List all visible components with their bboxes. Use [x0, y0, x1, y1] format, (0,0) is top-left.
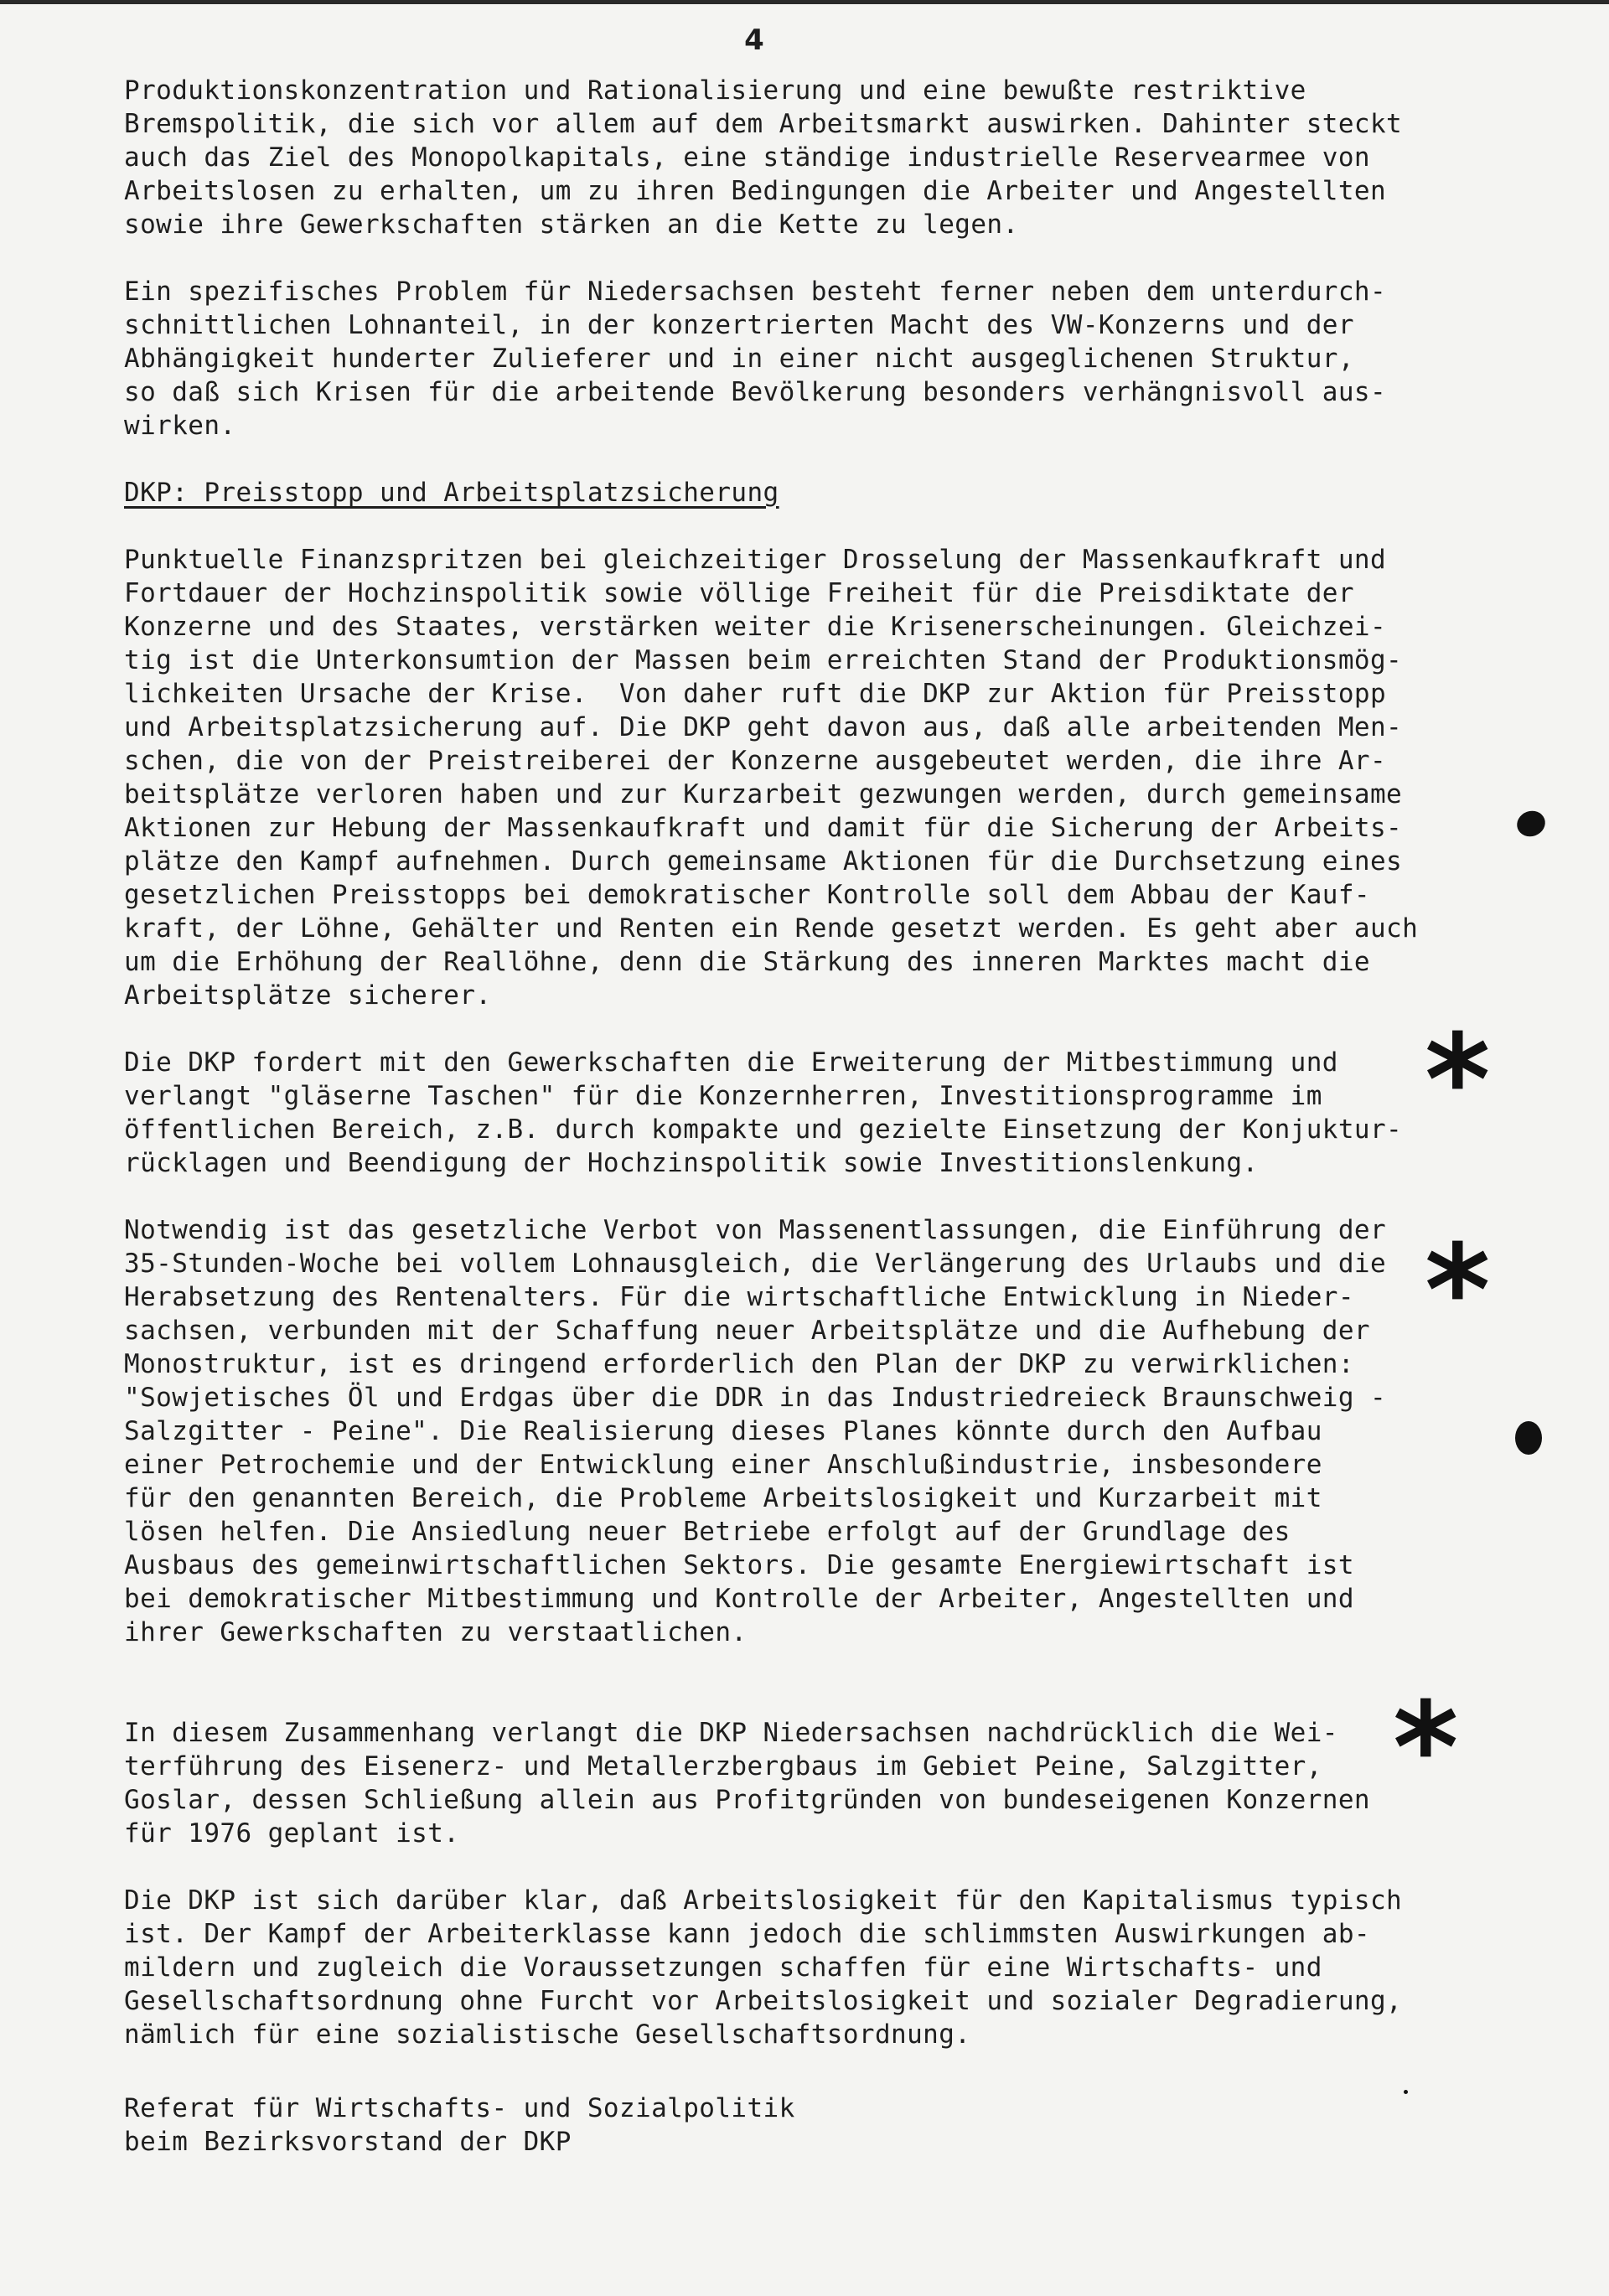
ink-blot-mark: [1513, 807, 1549, 840]
paragraph-arbeitslosigkeit: Die DKP ist sich darüber klar, daß Arbeitslosigkeit für den Kapitalismus typisch ist. Der Kampf der Arbeiterklasse kann jedoch die schlimmsten Auswirkungen ab- mildern und zugleich die Voraussetzungen schaffen für eine Wirtschafts- und Gesellschaftsordnung ohne Furcht vor Arbeitslosigkeit und sozialer Degradierung, nämlich für eine sozialistische Gesellschaftsordnung.: [124, 1885, 1403, 2050]
margin-asterisk-mark: *: [1425, 1218, 1491, 1364]
margin-asterisk-mark: *: [1393, 1676, 1459, 1822]
paragraph-massenentlassungen: Notwendig ist das gesetzliche Verbot von Massenentlassungen, die Einführung der 35-Stunden-Woche bei vollem Lohnausgleich, die Verlängerung des Urlaubs und die Herabsetzung des Rentenalters. Für die wirtschaftliche Entwicklung in Nieder- sachsen, verbunden mit der Schaffung neuer Arbeitsplätze und die Aufhebung der Monostruktur, ist es dringend erforderlich den Plan der DKP zu verwirklichen: "Sowjetisches Öl und Erdgas über die DDR in das Industriedreieck Braunschweig - Salzgitter - Peine". Die Realisierung dieses Planes könnte durch den Aufbau einer Petrochemie und der Entwicklung einer Anschlußindustrie, insbesondere für den genannten Bereich, die Probleme Arbeitslosigkeit und Kurzarbeit mit lösen helfen. Die Ansiedlung neuer Betriebe erfolgt auf der Grundlage des Ausbaus des gemeinwirtschaftlichen Sektors. Die gesamte Energiewirtschaft ist bei demokratischer Mitbestimmung und Kontrolle der Arbeiter, Angestellten und ihrer Gewerkschaften zu verstaatlichen.: [124, 1215, 1387, 1647]
top-border-line: [0, 0, 1609, 4]
page-number: 4: [744, 23, 764, 57]
paragraph-preisstopp: Punktuelle Finanzspritzen bei gleichzeitiger Drosselung der Massenkaufkraft und Fortdauer der Hochzinspolitik sowie völlige Freiheit für die Preisdiktate der Konzerne und des Staates, verstärken weiter die Krisenerscheinungen. Gleichzei- tig ist die Unterkonsumtion der Massen beim erreichten Stand der Produktionsmög- lichkeiten Ursache der Krise. Von daher ruft die DKP zur Aktion für Preisstopp und Arbeitsplatzsicherung auf. Die DKP geht davon aus, daß alle arbeitenden Men- schen, die von der Preistreiberei der Konzerne ausgebeutet werden, die ihre Ar- beitsplätze verloren haben und zur Kurzarbeit gezwungen werden, durch gemeinsame Aktionen zur Hebung der Massenkaufkraft und damit für die Sicherung der Arbeits- plätze den Kampf aufnehmen. Durch gemeinsame Aktionen für die Durchsetzung eines gesetzlichen Preisstopps bei demokratischer Kontrolle soll dem Abbau der Kauf- kraft, der Löhne, Gehälter und Renten ein Rende gesetzt werden. Es geht aber auch um die Erhöhung der Reallöhne, denn die Stärkung des inneren Marktes macht die Arbeitsplätze sicherer.: [124, 545, 1419, 1011]
ink-blot-mark: [1515, 1421, 1542, 1455]
ink-dot-mark: [1404, 2090, 1408, 2094]
paragraph-rationalisierung: Produktionskonzentration und Rationalisierung und eine bewußte restriktive Bremspolitik, die sich vor allem auf dem Arbeitsmarkt auswirken. Dahinter steckt auch das Ziel des Monopolkapitals, eine ständige industrielle Reservearmee von Arbeitslosen zu erhalten, um zu ihren Bedingungen die Arbeiter und Angestellten sowie ihre Gewerkschaften stärken an die Kette zu legen.: [124, 75, 1403, 240]
paragraph-mitbestimmung: Die DKP fordert mit den Gewerkschaften die Erweiterung der Mitbestimmung und verlangt "gläserne Taschen" für die Konzernherren, Investitionsprogramme im öffentlichen Bereich, z.B. durch kompakte und gezielte Einsetzung der Konjuktur- rücklagen und Beendigung der Hochzinspolitik sowie Investitionslenkung.: [124, 1047, 1403, 1178]
paragraph-bergbau: In diesem Zusammenhang verlangt die DKP Niedersachsen nachdrücklich die Wei- terführung des Eisenerz- und Metallerzbergbaus im Gebiet Peine, Salzgitter, Goslar, dessen Schließung allein aus Profitgründen von bundeseigenen Konzernen für 1976 geplant ist.: [124, 1718, 1370, 1849]
margin-asterisk-mark: *: [1425, 1008, 1491, 1154]
document-body: [124, 74, 1431, 2051]
paragraph-niedersachsen-problem: Ein spezifisches Problem für Niedersachsen besteht ferner neben dem unterdurch- schnittlichen Lohnanteil, in der konzertrierten Macht des VW-Konzerns und der Abhängigkeit hunderter Zulieferer und in einer nicht ausgeglichenen Struktur, so daß sich Krisen für die arbeitende Bevölkerung besonders verhängnisvoll aus- wirken.: [124, 277, 1387, 441]
signature-block: Referat für Wirtschafts- und Sozialpolitik beim Bezirksvorstand der DKP: [124, 2093, 795, 2157]
section-heading: DKP: Preisstopp und Arbeitsplatzsicherung: [124, 478, 779, 508]
